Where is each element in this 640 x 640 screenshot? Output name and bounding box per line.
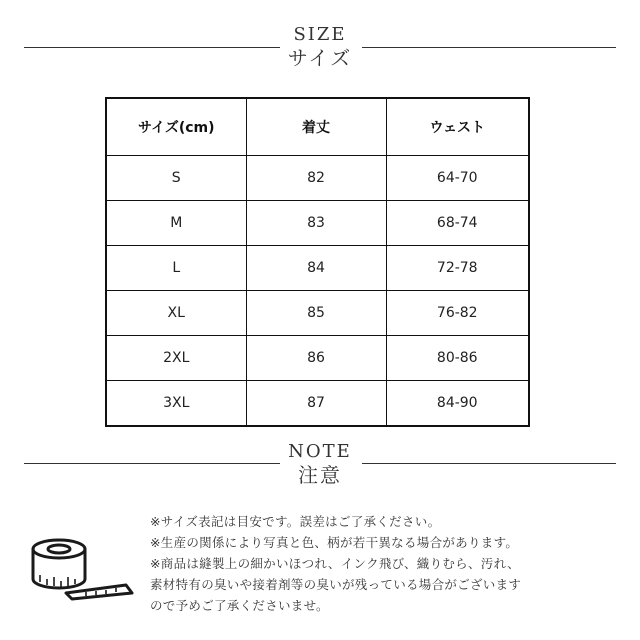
note-title-en: NOTE — [288, 441, 352, 462]
table-row — [106, 381, 529, 427]
cell-length: 86 — [246, 336, 386, 381]
note-title-ja: 注意 — [298, 463, 342, 487]
cell-length: 87 — [246, 381, 386, 427]
notes-block — [150, 511, 630, 616]
cell-waist: 76-82 — [386, 291, 529, 336]
cell-waist: 80-86 — [386, 336, 529, 381]
cell-length: 82 — [246, 156, 386, 201]
measuring-tape-icon — [26, 535, 138, 605]
note-header — [0, 441, 640, 487]
cell-length: 84 — [246, 246, 386, 291]
header-length: 着丈 — [246, 98, 386, 156]
table-row — [106, 336, 529, 381]
table-row — [106, 156, 529, 201]
header-size: サイズ(cm) — [106, 98, 246, 156]
note-line: 素材特有の臭いや接着剤等の臭いが残っている場合がございます — [150, 577, 522, 592]
cell-waist: 68-74 — [386, 201, 529, 246]
size-title-en: SIZE — [293, 24, 347, 45]
cell-size: 2XL — [106, 336, 246, 381]
table-row — [106, 246, 529, 291]
cell-size: M — [106, 201, 246, 246]
cell-size: XL — [106, 291, 246, 336]
cell-length: 85 — [246, 291, 386, 336]
note-line: ※サイズ表記は目安です。誤差はご了承ください。 — [150, 514, 441, 529]
table-row — [106, 291, 529, 336]
note-line: ※商品は縫製上の細かいほつれ、インク飛び、織りむら、汚れ、 — [150, 556, 520, 571]
cell-waist: 84-90 — [386, 381, 529, 427]
cell-waist: 64-70 — [386, 156, 529, 201]
size-title-ja: サイズ — [287, 46, 353, 70]
header-waist: ウェスト — [386, 98, 529, 156]
note-line: ので予めご了承くださいませ。 — [150, 598, 329, 613]
size-header — [0, 24, 640, 70]
cell-waist: 72-78 — [386, 246, 529, 291]
size-table — [105, 97, 530, 427]
table-header-row — [106, 98, 529, 156]
table-row — [106, 201, 529, 246]
cell-size: L — [106, 246, 246, 291]
cell-size: 3XL — [106, 381, 246, 427]
note-line: ※生産の関係により写真と色、柄が若干異なる場合があります。 — [150, 535, 519, 550]
cell-size: S — [106, 156, 246, 201]
cell-length: 83 — [246, 201, 386, 246]
